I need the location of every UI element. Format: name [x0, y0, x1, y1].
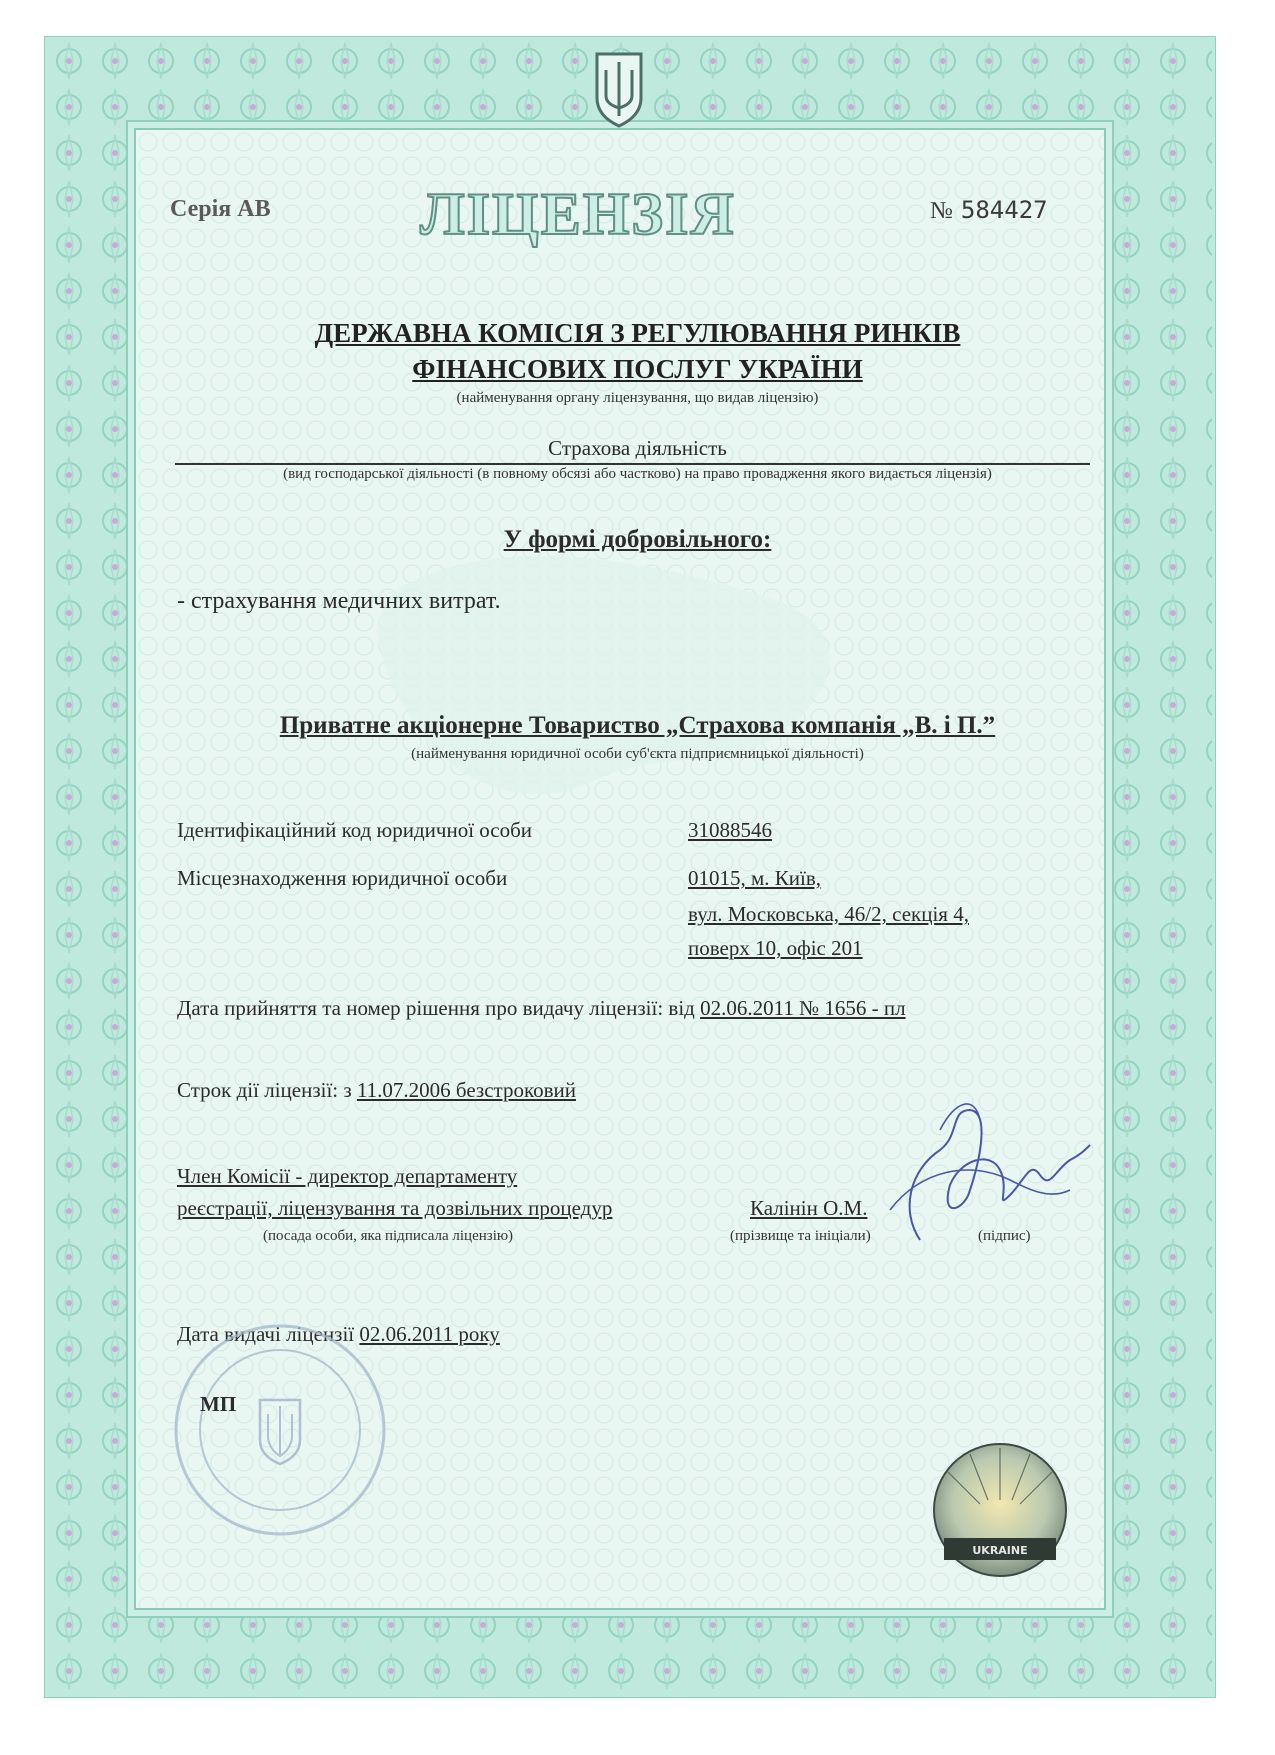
- activity-caption: (вид господарської діяльності (в повному обсязі або частково) на право провадження якого видається ліцензія): [283, 466, 992, 482]
- issue-label: Дата видачі ліцензії: [177, 1322, 355, 1346]
- name-caption: (прізвище та ініціали): [730, 1228, 871, 1244]
- svg-text:UKRAINE: UKRAINE: [972, 1544, 1028, 1557]
- signatory-name: Калінін О.М.: [750, 1196, 868, 1220]
- term-line: [177, 1078, 576, 1103]
- address-line-1: 01015, м. Київ,: [688, 866, 822, 890]
- issuer-caption: (найменування органу ліцензування, що видав ліцензію): [456, 390, 819, 406]
- licensee-name: Приватне акціонерне Товариство „Страхова компанія „В. і П.”: [279, 712, 996, 739]
- issuer-line-2: ФІНАНСОВИХ ПОСЛУГ УКРАЇНИ: [412, 354, 863, 384]
- id-code-value: 31088546: [688, 818, 772, 842]
- series-label: Серія АВ: [170, 196, 271, 222]
- license-number: [930, 196, 1048, 225]
- decision-line: [177, 996, 906, 1021]
- position-caption: (посада особи, яка підписала ліцензію): [263, 1228, 514, 1244]
- handwritten-signature: [880, 1090, 1100, 1260]
- seal-mark: МП: [200, 1392, 237, 1416]
- hologram-sticker: [930, 1440, 1070, 1580]
- list-item: - страхування медичних витрат.: [177, 588, 501, 614]
- signature-caption: (підпис): [978, 1228, 1031, 1244]
- term-label: Строк дії ліцензії: з: [177, 1078, 352, 1102]
- issue-value: 02.06.2011 року: [359, 1322, 500, 1346]
- number-prefix: №: [930, 198, 953, 224]
- official-seal: [160, 1310, 400, 1550]
- number-value: 584427: [960, 196, 1048, 224]
- address-line-2: вул. Московська, 46/2, секція 4,: [688, 902, 969, 926]
- address-line-3: поверх 10, офіс 201: [688, 936, 863, 960]
- issuer-line-1: ДЕРЖАВНА КОМІСІЯ З РЕГУЛЮВАННЯ РИНКІВ: [314, 318, 961, 348]
- activity-value: Страхова діяльність: [548, 436, 727, 460]
- id-code-label: Ідентифікаційний код юридичної особи: [177, 818, 533, 842]
- form-heading: У формі добровільного:: [503, 526, 772, 553]
- term-value: 11.07.2006 безстроковий: [356, 1078, 576, 1102]
- signatory-position-1: Член Комісії - директор департаменту: [177, 1164, 518, 1188]
- signatory-position-2: реєстрації, ліцензування та дозвільних процедур: [177, 1196, 613, 1220]
- document-title: ЛІЦЕНЗІЯ: [420, 181, 736, 247]
- licensee-caption: (найменування юридичної особи суб'єкта підприємницької діяльності): [411, 746, 864, 762]
- address-label: Місцезнаходження юридичної особи: [177, 866, 508, 890]
- activity-rule: [175, 463, 1090, 465]
- decision-value: 02.06.2011 № 1656 - пл: [700, 996, 906, 1020]
- trident-emblem-icon: [594, 50, 644, 130]
- decision-label: Дата прийняття та номер рішення про видачу ліцензії: від: [177, 996, 695, 1020]
